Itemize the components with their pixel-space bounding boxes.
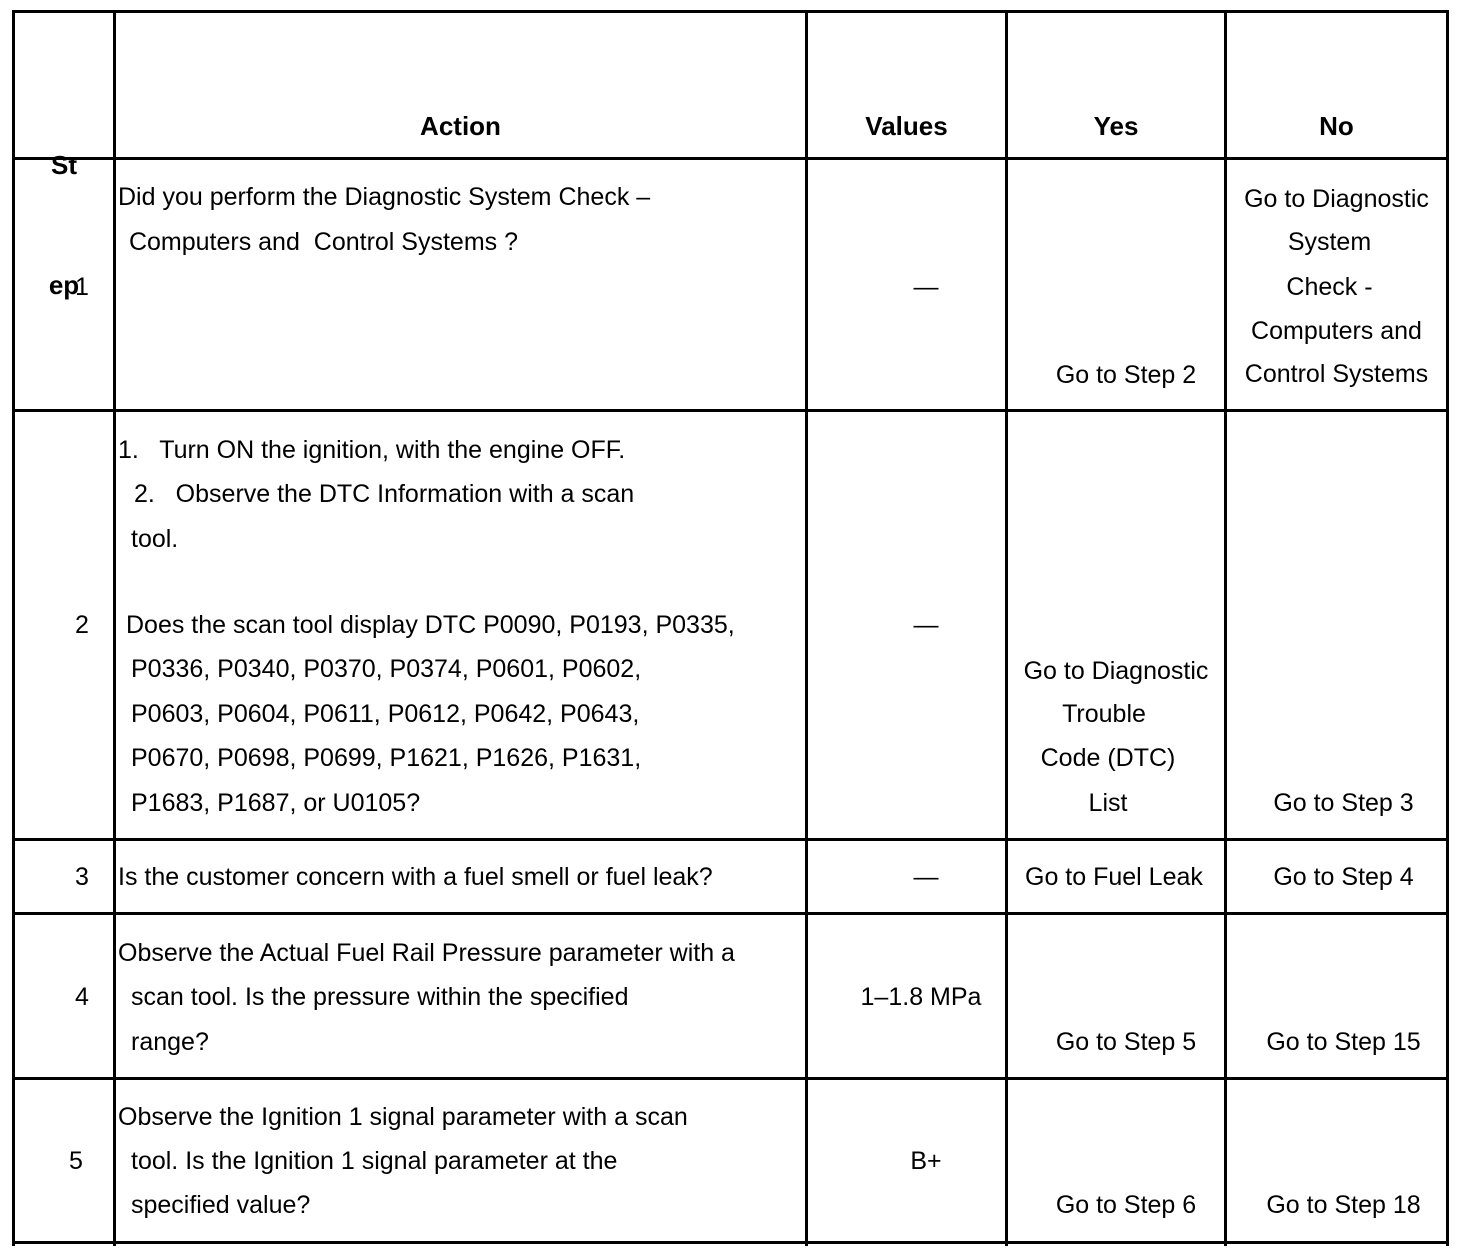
- value-text: —: [913, 611, 939, 639]
- action-text: Does the scan tool display DTC P0090, P0193, P0335,: [126, 611, 735, 639]
- column-divider: [113, 11, 116, 1246]
- no-link[interactable]: Computers and: [1251, 317, 1422, 345]
- step-number: 1: [75, 273, 89, 301]
- action-text: P1683, P1687, or U0105?: [131, 789, 421, 817]
- value-text: B+: [910, 1147, 942, 1175]
- action-text: 2. Observe the DTC Information with a scan: [134, 480, 635, 508]
- table-border-top: [12, 10, 1449, 13]
- no-link[interactable]: Go to Step 15: [1266, 1028, 1421, 1056]
- action-text: P0336, P0340, P0370, P0374, P0601, P0602,: [131, 655, 642, 683]
- no-link[interactable]: Go to Step 3: [1273, 789, 1414, 817]
- value-text: —: [913, 273, 939, 301]
- value-text: 1–1.8 MPa: [860, 983, 982, 1011]
- action-text: Did you perform the Diagnostic System Check –: [118, 183, 651, 211]
- step-number: 2: [75, 611, 89, 639]
- action-text: 1. Turn ON the ignition, with the engine OFF.: [118, 436, 626, 464]
- step-number: 5: [69, 1147, 83, 1175]
- table-border-bottom: [12, 1241, 1449, 1244]
- yes-link[interactable]: Go to Fuel Leak: [1025, 863, 1203, 891]
- no-link[interactable]: Control Systems: [1244, 360, 1429, 388]
- header-step: [15, 65, 113, 385]
- yes-link[interactable]: Go to Diagnostic: [1023, 657, 1209, 685]
- action-text: range?: [131, 1028, 209, 1056]
- header-no: No: [1319, 111, 1354, 141]
- yes-link[interactable]: Go to Step 2: [1055, 361, 1197, 389]
- yes-link[interactable]: List: [1088, 789, 1128, 817]
- action-text: Observe the Actual Fuel Rail Pressure parameter with a: [118, 939, 735, 967]
- header-step-line1: St: [51, 150, 77, 180]
- step-number: 4: [75, 983, 89, 1011]
- yes-link[interactable]: Go to Step 5: [1055, 1028, 1197, 1056]
- step-number: 3: [75, 863, 89, 891]
- yes-link[interactable]: Code (DTC): [1040, 744, 1176, 772]
- action-text: Observe the Ignition 1 signal parameter with a scan: [118, 1103, 688, 1131]
- action-text: P0603, P0604, P0611, P0612, P0642, P0643,: [131, 700, 640, 728]
- row-divider: [12, 1077, 1449, 1080]
- row-divider: [12, 912, 1449, 915]
- row-divider: [12, 838, 1449, 841]
- no-link[interactable]: System: [1287, 228, 1372, 256]
- value-text: —: [913, 863, 939, 891]
- action-text: Is the customer concern with a fuel smell or fuel leak?: [118, 863, 713, 891]
- header-yes: Yes: [1093, 111, 1139, 141]
- action-text: scan tool. Is the pressure within the specified: [131, 983, 629, 1011]
- action-text: P0670, P0698, P0699, P1621, P1626, P1631,: [131, 744, 642, 772]
- action-text: Computers and Control Systems ?: [122, 228, 518, 256]
- action-text: specified value?: [131, 1191, 311, 1219]
- action-text: tool. Is the Ignition 1 signal parameter at the: [131, 1147, 618, 1175]
- header-action: Action: [420, 111, 501, 141]
- header-values: Values: [865, 111, 948, 141]
- action-text: tool.: [131, 525, 179, 553]
- header-step-line2: ep: [48, 270, 80, 300]
- header-divider: [12, 157, 1449, 160]
- yes-link[interactable]: Go to Step 6: [1055, 1191, 1197, 1219]
- no-link[interactable]: Go to Step 4: [1273, 863, 1414, 891]
- no-link[interactable]: Go to Step 18: [1266, 1191, 1421, 1219]
- yes-link[interactable]: Trouble: [1062, 700, 1146, 728]
- no-link[interactable]: Go to Diagnostic: [1244, 185, 1429, 213]
- row-divider: [12, 409, 1449, 412]
- no-link[interactable]: Check -: [1286, 273, 1373, 301]
